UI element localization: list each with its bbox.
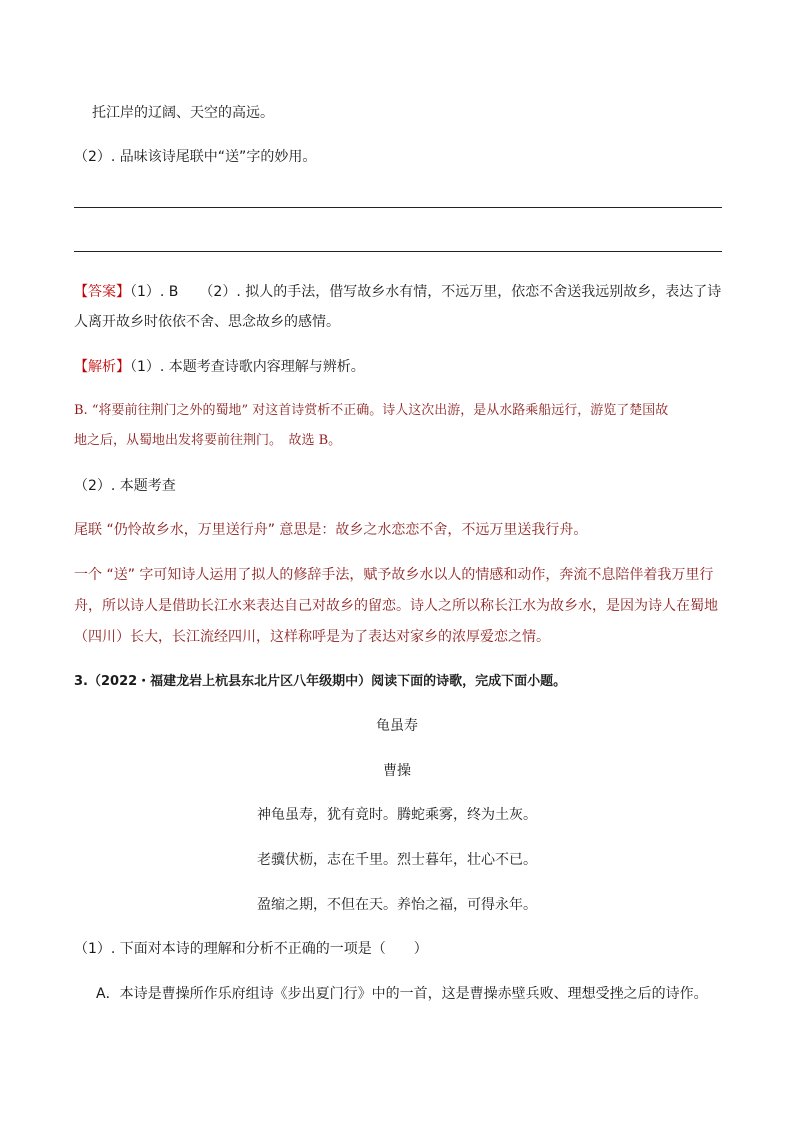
answer-line	[74, 282, 721, 302]
analysis-2-heading: （2）. 本题考查	[74, 478, 176, 494]
text-line: 托江岸的辽阔、天空的高远。	[92, 105, 274, 121]
answer-text: （1）. B （2）. 拟人的手法，借写故乡水有情，不远万里，依恋不舍送我远别故乡，表达了诗	[130, 284, 722, 300]
answer-blank-line	[74, 207, 722, 208]
analysis-tail-couplet: 尾联 “仍怜故乡水，万里送行舟” 意思是：故乡之水恋恋不舍，不远万里送我行舟。	[74, 522, 588, 538]
analysis-text: （1）. 本题考查诗歌内容理解与辨析。	[130, 359, 365, 375]
analysis-paragraph-line-2: 舟，所以诗人是借助长江水来表达自己对故乡的留恋。诗人之所以称长江水为故乡水，是因为诗人在蜀地	[74, 598, 718, 614]
poem-line-2: 老骥伏枥，志在千里。烈士暮年，壮心不已。	[257, 852, 537, 868]
analysis-paragraph-line-1: 一个 “送” 字可知诗人运用了拟人的修辞手法，赋予故乡水以人的情感和动作，奔流不息陪伴着我万里行	[74, 567, 714, 583]
analysis-tag: 【解析】	[74, 359, 130, 375]
question-3-heading: 3.（2022・福建龙岩上杭县东北片区八年级期中）阅读下面的诗歌，完成下面小题。	[74, 674, 567, 689]
analysis-line	[74, 357, 365, 377]
poem-line-3: 盈缩之期，不但在天。养怡之福，可得永年。	[257, 897, 537, 913]
question-3-1: （1）. 下面对本诗的理解和分析不正确的一项是（ ）	[74, 941, 428, 957]
poem-line-1: 神龟虽寿，犹有竟时。腾蛇乘雾，终为土灰。	[257, 807, 537, 823]
answer-tag: 【答案】	[74, 284, 130, 300]
option-a: A．本诗是曹操所作乐府组诗《步出夏门行》中的一首，这是曹操赤壁兵败、理想受挫之后的诗作。	[96, 986, 708, 1002]
poem-title: 龟虽寿	[376, 718, 418, 734]
answer-blank-line	[74, 251, 722, 252]
answer-text-2: 人离开故乡时依依不舍、思念故乡的感情。	[74, 314, 340, 330]
question-2-prompt: （2）. 品味该诗尾联中“送”字的妙用。	[74, 149, 317, 165]
analysis-b-line-2: 地之后，从蜀地出发将要前往荆门。 故选 B。	[74, 433, 342, 448]
analysis-paragraph-line-3: （四川）长大，长江流经四川，这样称呼是为了表达对家乡的浓厚爱恋之情。	[74, 629, 550, 645]
analysis-b-line-1: B. “将要前往荆门之外的蜀地” 对这首诗赏析不正确。诗人这次出游，是从水路乘船远行，游览了楚国故	[74, 403, 669, 418]
poem-author: 曹操	[383, 763, 411, 779]
